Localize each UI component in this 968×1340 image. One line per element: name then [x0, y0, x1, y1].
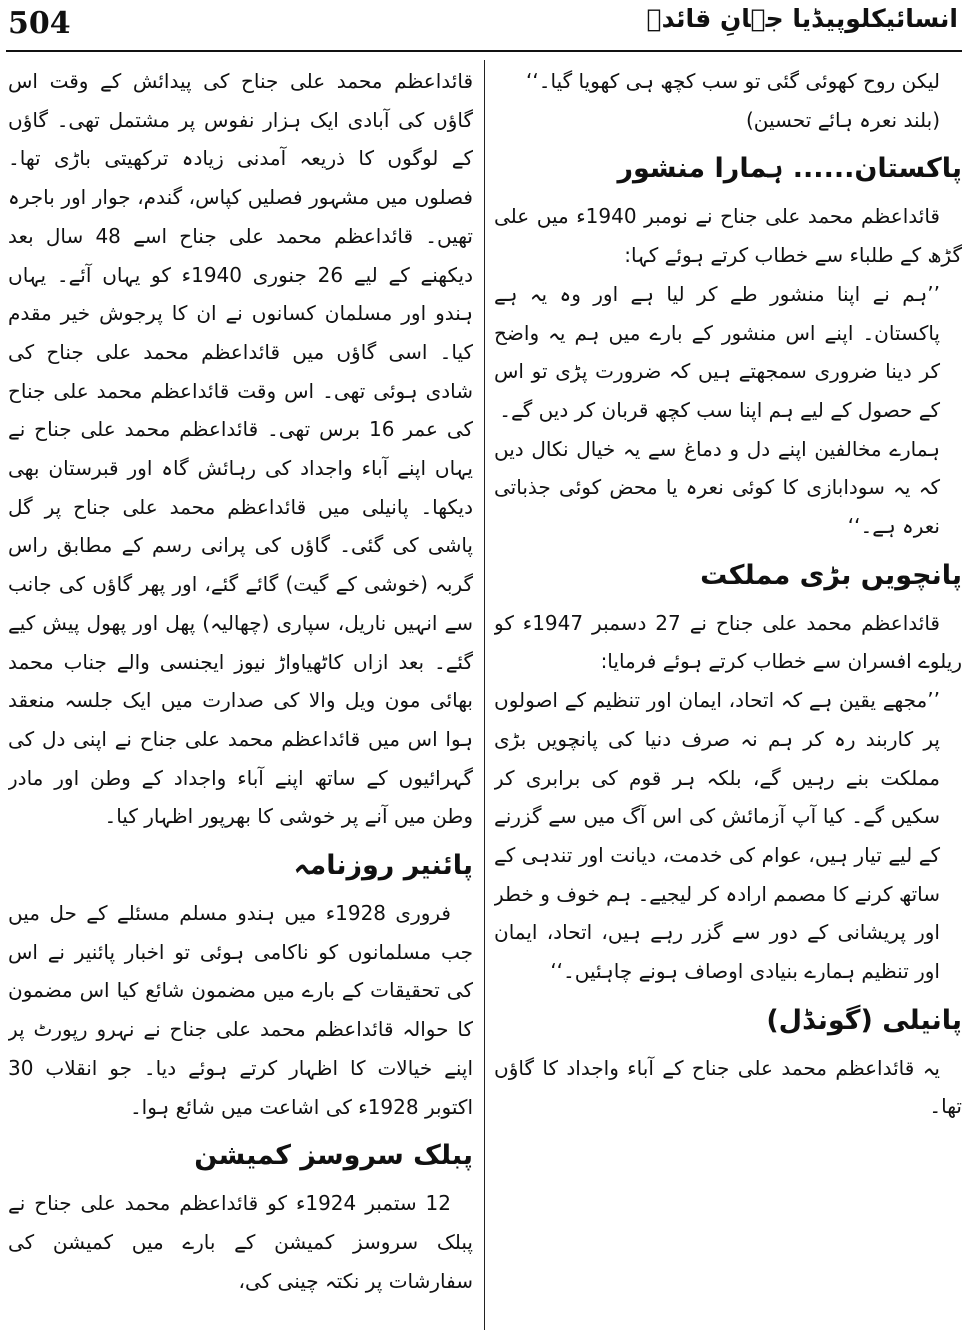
fifth-state-quote: ’’مجھے یقین ہے کہ اتحاد، ایمان اور تنظیم کے اصولوں پر کاربند رہ کر ہم نہ صرف دنیا کی پانچویں بڑی مملکت بنے رہیں گے، بلکہ ہر قوم کی برابری کر سکیں گے۔ کیا آپ آزمائش کی اس آگ میں سے گزرنے کے لیے تیار ہیں، عوام کی خدمت، دیانت اور تندہی کے ساتھ کرنے کا مصمم ارادہ کر لیجیے۔ ہم خوف و خطر اور پریشانی کے دور سے گزر رہے ہیں، اتحاد، ایمان اور تنظیم ہمارے بنیادی اوصاف ہونے چاہئیں۔‘‘ [494, 688, 940, 984]
applause-note: (بلند نعرہ ہائے تحسین) [745, 107, 940, 132]
opening-quote: لیکن روح کھوئی گئی تو سب کچھ ہی کھویا گیا۔‘‘ [526, 69, 940, 93]
manifesto-intro: قائداعظم محمد علی جناح نے نومبر 1940ء میں علی گڑھ کے طلباء سے خطاب کرتے ہوئے کہا: [494, 204, 962, 268]
public-service-body: 12 ستمبر 1924ء کو قائداعظم محمد علی جناح نے پبلک سروسز کمیشن کے بارے میں کمیشن کی سفارشات پر نکتہ چینی کی، [8, 1191, 473, 1293]
heading-fifth-state: پانچویں بڑی مملکت [700, 559, 962, 591]
heading-manifesto: پاکستان...... ہمارا منشور [617, 153, 962, 185]
heading-public-service: پبلک سروسز کمیشن [194, 1140, 473, 1172]
manifesto-quote-1: ’’ہم نے اپنا منشور طے کر لیا ہے اور وہ یہ ہے پاکستان۔ اپنے اس منشور کے بارے میں ہم یہ واضح کر دینا ضروری سمجھتے ہیں کہ ضرورت پڑی تو اس کے حصول کے لیے ہم اپنا سب کچھ قربان کر دیں گے۔ [494, 281, 940, 422]
left-column [8, 62, 473, 1334]
paneli-continued: قائداعظم محمد علی جناح کی پیدائش کے وقت اس گاؤں کی آبادی ایک ہزار نفوس پر مشتمل تھی۔ گاؤں کے لوگوں کا ذریعہ آمدنی زیادہ ترکھیتی باڑی تھا۔ فصلوں میں مشہور فصلیں کپاس، گندم، جوار اور باجرہ تھیں۔ قائداعظم محمد علی جناح اسے 48 سال بعد دیکھنے کے لیے 26 جنوری 1940ء کو یہاں آئے۔ یہاں ہندو اور مسلمان کسانوں نے ان کا پرجوش خیر مقدم کیا۔ اسی گاؤں میں قائداعظم محمد علی جناح کی شادی ہوئی تھی۔ اس وقت قائداعظم محمد علی جناح کی عمر 16 برس تھی۔ قائداعظم محمد علی جناح نے یہاں اپنے آباء واجداد کی رہائش گاہ اور قبرستان بھی دیکھا۔ پانیلی میں قائداعظم محمد علی جناح پر گل پاشی کی گئی۔ گاؤں کی پرانی رسم کے مطابق راس گربہ (خوشی کے گیت) گائے گئے، اور پھر گاؤں کی جانب سے انہیں ناریل، سپاری (چھالیہ) پھل اور پھول پیش کیے گئے۔ بعد ازاں کاٹھیاواڑ نیوز ایجنسی والے جناب محمد بھائی مون ویل والا کی صدارت میں ایک جلسہ منعقد ہوا اس میں قائداعظم محمد علی جناح نے اپنی دل کی گہرائیوں کے ساتھ اپنے آباء واجداد کے وطن اور مادر وطن میں آنے پر خوشی کا بھرپور اظہار کیا۔ [8, 69, 473, 829]
paneli-body: یہ قائداعظم محمد علی جناح کے آباء واجداد کا گاؤں تھا۔ [494, 1055, 962, 1119]
fifth-state-intro: قائداعظم محمد علی جناح نے 27 دسمبر 1947ء کو ریلوے افسران سے خطاب کرتے ہوئے فرمایا: [494, 610, 962, 674]
heading-pioneer: پائنیر روزنامہ [293, 850, 473, 882]
page-number: 504 [8, 6, 71, 41]
running-title: انسائیکلوپیڈیا جہانِ قائدؒ [646, 4, 958, 33]
manifesto-quote-2: ہمارے مخالفین اپنے دل و دماغ سے یہ خیال نکال دیں کہ یہ سودابازی کا کوئی نعرہ یا محض کوئی جذباتی نعرہ ہے۔‘‘ [494, 436, 940, 539]
header-rule [6, 50, 962, 52]
page-header [0, 0, 968, 56]
right-column [494, 62, 962, 1334]
column-divider [484, 60, 485, 1330]
heading-paneli: پانیلی (گونڈل) [766, 1004, 962, 1036]
pioneer-body: فروری 1928ء میں ہندو مسلم مسئلے کے حل میں جب مسلمانوں کو ناکامی ہوئی تو اخبار پائنیر نے اس کی تحقیقات کے بارے میں مضمون شائع کیا اس مضمون کا حوالہ قائداعظم محمد علی جناح نے نہرو رپورٹ پر اپنے خیالات کا اظہار کرتے ہوئے دیا۔ جو انقلاب 30 اکتوبر 1928ء کی اشاعت میں شائع ہوا۔ [8, 901, 473, 1119]
